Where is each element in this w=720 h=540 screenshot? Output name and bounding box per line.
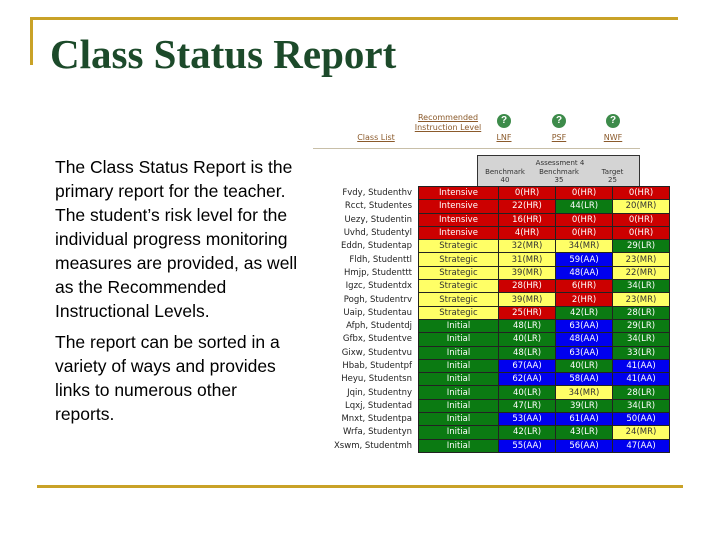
table-row bbox=[312, 439, 670, 452]
instruction-level: Intensive bbox=[419, 200, 499, 213]
table-row bbox=[312, 333, 670, 346]
psf-score: 56(AA) bbox=[556, 439, 613, 452]
instruction-level: Initial bbox=[419, 439, 499, 452]
lnf-score: 0(HR) bbox=[499, 187, 556, 200]
instruction-level: Initial bbox=[419, 359, 499, 372]
student-name[interactable]: Wrfa, Studentyn bbox=[312, 426, 419, 439]
table-row bbox=[312, 346, 670, 359]
table-row bbox=[312, 426, 670, 439]
instruction-level: Initial bbox=[419, 426, 499, 439]
lnf-score: 40(LR) bbox=[499, 333, 556, 346]
table-row bbox=[312, 359, 670, 372]
psf-score: 39(LR) bbox=[556, 399, 613, 412]
paragraph: The report can be sorted in a variety of ways and provides links to numerous other reports. bbox=[55, 332, 280, 424]
psf-score: 48(AA) bbox=[556, 333, 613, 346]
paragraph: The Class Status Report is the primary report for the teacher. The student’s risk level for the individual progress monitoring measures are provided, as well as the Recommended Instructional Levels. bbox=[55, 157, 298, 321]
instruction-level: Initial bbox=[419, 319, 499, 332]
class-list-link[interactable]: Class List bbox=[357, 133, 395, 142]
lnf-help-icon[interactable]: ? bbox=[497, 114, 511, 128]
psf-score: 34(MR) bbox=[556, 386, 613, 399]
psf-score: 0(HR) bbox=[556, 213, 613, 226]
instruction-level: Initial bbox=[419, 373, 499, 386]
psf-benchmark-value: 35 bbox=[554, 176, 564, 184]
nwf-target-label: Target bbox=[601, 168, 624, 176]
table-row bbox=[312, 319, 670, 332]
table-row bbox=[312, 253, 670, 266]
nwf-score: 41(AA) bbox=[613, 373, 670, 386]
lnf-score: 28(HR) bbox=[499, 280, 556, 293]
nwf-score: 0(HR) bbox=[613, 226, 670, 239]
student-name[interactable]: Uezy, Studentin bbox=[312, 213, 419, 226]
nwf-target-value: 25 bbox=[608, 176, 617, 184]
lnf-score: 55(AA) bbox=[499, 439, 556, 452]
instruction-level: Initial bbox=[419, 413, 499, 426]
student-name[interactable]: Rcct, Studentes bbox=[312, 200, 419, 213]
table-row bbox=[312, 306, 670, 319]
class-status-table bbox=[312, 186, 670, 453]
psf-score: 6(HR) bbox=[556, 280, 613, 293]
student-name[interactable]: Hmjp, Studenttt bbox=[312, 266, 419, 279]
psf-score: 0(HR) bbox=[556, 226, 613, 239]
nwf-score: 28(LR) bbox=[613, 306, 670, 319]
table-row bbox=[312, 213, 670, 226]
nwf-score: 34(LR) bbox=[613, 280, 670, 293]
student-name[interactable]: Heyu, Studentsn bbox=[312, 373, 419, 386]
psf-help-icon[interactable]: ? bbox=[552, 114, 566, 128]
nwf-score: 41(AA) bbox=[613, 359, 670, 372]
student-name[interactable]: Afph, Studentdj bbox=[312, 319, 419, 332]
instruction-level: Intensive bbox=[419, 213, 499, 226]
psf-score: 63(AA) bbox=[556, 319, 613, 332]
slide-body bbox=[55, 155, 300, 433]
table-row bbox=[312, 399, 670, 412]
student-name[interactable]: Gixw, Studentvu bbox=[312, 346, 419, 359]
nwf-sort-link[interactable]: NWF bbox=[603, 133, 623, 142]
instruction-level: Strategic bbox=[419, 253, 499, 266]
psf-score: 59(AA) bbox=[556, 253, 613, 266]
nwf-score: 23(MR) bbox=[613, 293, 670, 306]
nwf-score: 28(LR) bbox=[613, 386, 670, 399]
lnf-benchmark-label: Benchmark bbox=[485, 168, 525, 176]
student-name[interactable]: Eddn, Studentap bbox=[312, 240, 419, 253]
instruction-level: Strategic bbox=[419, 293, 499, 306]
student-name[interactable]: Uaip, Studentau bbox=[312, 306, 419, 319]
instruction-level: Initial bbox=[419, 346, 499, 359]
nwf-score: 50(AA) bbox=[613, 413, 670, 426]
gold-accent-bottom bbox=[37, 485, 683, 488]
table-row bbox=[312, 386, 670, 399]
gold-accent-vertical bbox=[30, 17, 33, 65]
psf-score: 43(LR) bbox=[556, 426, 613, 439]
nwf-score: 29(LR) bbox=[613, 319, 670, 332]
lnf-score: 40(LR) bbox=[499, 386, 556, 399]
lnf-score: 4(HR) bbox=[499, 226, 556, 239]
table-row bbox=[312, 187, 670, 200]
psf-score: 58(AA) bbox=[556, 373, 613, 386]
student-name[interactable]: Mnxt, Studentpa bbox=[312, 413, 419, 426]
assessment-header bbox=[477, 155, 640, 187]
lnf-score: 31(MR) bbox=[499, 253, 556, 266]
psf-score: 48(AA) bbox=[556, 266, 613, 279]
student-name[interactable]: Jqin, Studentny bbox=[312, 386, 419, 399]
table-row bbox=[312, 200, 670, 213]
psf-score: 42(LR) bbox=[556, 306, 613, 319]
student-name[interactable]: Xswm, Studentmh bbox=[312, 439, 419, 452]
nwf-score: 22(MR) bbox=[613, 266, 670, 279]
psf-sort-link[interactable]: PSF bbox=[551, 133, 567, 142]
lnf-score: 47(LR) bbox=[499, 399, 556, 412]
slide-title: Class Status Report bbox=[50, 31, 397, 77]
student-name[interactable]: Lqxj, Studentad bbox=[312, 399, 419, 412]
instruction-level: Strategic bbox=[419, 306, 499, 319]
lnf-score: 48(LR) bbox=[499, 319, 556, 332]
lnf-score: 22(HR) bbox=[499, 200, 556, 213]
nwf-score: 23(MR) bbox=[613, 253, 670, 266]
nwf-score: 34(LR) bbox=[613, 399, 670, 412]
student-name[interactable]: Pogh, Studentrv bbox=[312, 293, 419, 306]
student-name[interactable]: Fvdy, Studenthv bbox=[312, 187, 419, 200]
instruction-level: Strategic bbox=[419, 240, 499, 253]
nwf-score: 24(MR) bbox=[613, 426, 670, 439]
psf-score: 61(AA) bbox=[556, 413, 613, 426]
nwf-score: 34(LR) bbox=[613, 333, 670, 346]
instruction-level: Strategic bbox=[419, 280, 499, 293]
gold-accent-top bbox=[30, 17, 678, 20]
assessment-label: Assessment 4 bbox=[535, 159, 585, 167]
table-row bbox=[312, 280, 670, 293]
student-name[interactable]: Fldh, Studenttl bbox=[312, 253, 419, 266]
instruction-level: Intensive bbox=[419, 226, 499, 239]
nwf-score: 0(HR) bbox=[613, 213, 670, 226]
psf-score: 2(HR) bbox=[556, 293, 613, 306]
student-name[interactable]: Gfbx, Studentve bbox=[312, 333, 419, 346]
instruction-level: Initial bbox=[419, 333, 499, 346]
table-row bbox=[312, 373, 670, 386]
instruction-level: Strategic bbox=[419, 266, 499, 279]
lnf-score: 48(LR) bbox=[499, 346, 556, 359]
nwf-score: 29(LR) bbox=[613, 240, 670, 253]
lnf-score: 62(AA) bbox=[499, 373, 556, 386]
table-row bbox=[312, 240, 670, 253]
table-row bbox=[312, 226, 670, 239]
lnf-sort-link[interactable]: LNF bbox=[496, 133, 512, 142]
psf-score: 0(HR) bbox=[556, 187, 613, 200]
lnf-score: 39(MR) bbox=[499, 266, 556, 279]
psf-score: 44(LR) bbox=[556, 200, 613, 213]
lnf-score: 53(AA) bbox=[499, 413, 556, 426]
lnf-score: 67(AA) bbox=[499, 359, 556, 372]
lnf-score: 16(HR) bbox=[499, 213, 556, 226]
nwf-score: 20(MR) bbox=[613, 200, 670, 213]
nwf-score: 33(LR) bbox=[613, 346, 670, 359]
table-row bbox=[312, 266, 670, 279]
psf-score: 34(MR) bbox=[556, 240, 613, 253]
instruction-level: Initial bbox=[419, 386, 499, 399]
psf-score: 63(AA) bbox=[556, 346, 613, 359]
instruction-level: Intensive bbox=[419, 187, 499, 200]
student-name[interactable]: Uvhd, Studentyl bbox=[312, 226, 419, 239]
nwf-score: 0(HR) bbox=[613, 187, 670, 200]
lnf-score: 32(MR) bbox=[499, 240, 556, 253]
psf-score: 40(LR) bbox=[556, 359, 613, 372]
student-name[interactable]: Hbab, Studentpf bbox=[312, 359, 419, 372]
recommended-level-link[interactable]: Recommended Instruction Level bbox=[414, 113, 482, 132]
lnf-score: 25(HR) bbox=[499, 306, 556, 319]
lnf-score: 42(LR) bbox=[499, 426, 556, 439]
lnf-score: 39(MR) bbox=[499, 293, 556, 306]
student-name[interactable]: Igzc, Studentdx bbox=[312, 280, 419, 293]
table-row bbox=[312, 413, 670, 426]
lnf-benchmark-value: 40 bbox=[500, 176, 510, 184]
nwf-help-icon[interactable]: ? bbox=[606, 114, 620, 128]
instruction-level: Initial bbox=[419, 399, 499, 412]
divider bbox=[313, 148, 640, 149]
nwf-score: 47(AA) bbox=[613, 439, 670, 452]
table-row bbox=[312, 293, 670, 306]
psf-benchmark-label: Benchmark bbox=[539, 168, 579, 176]
